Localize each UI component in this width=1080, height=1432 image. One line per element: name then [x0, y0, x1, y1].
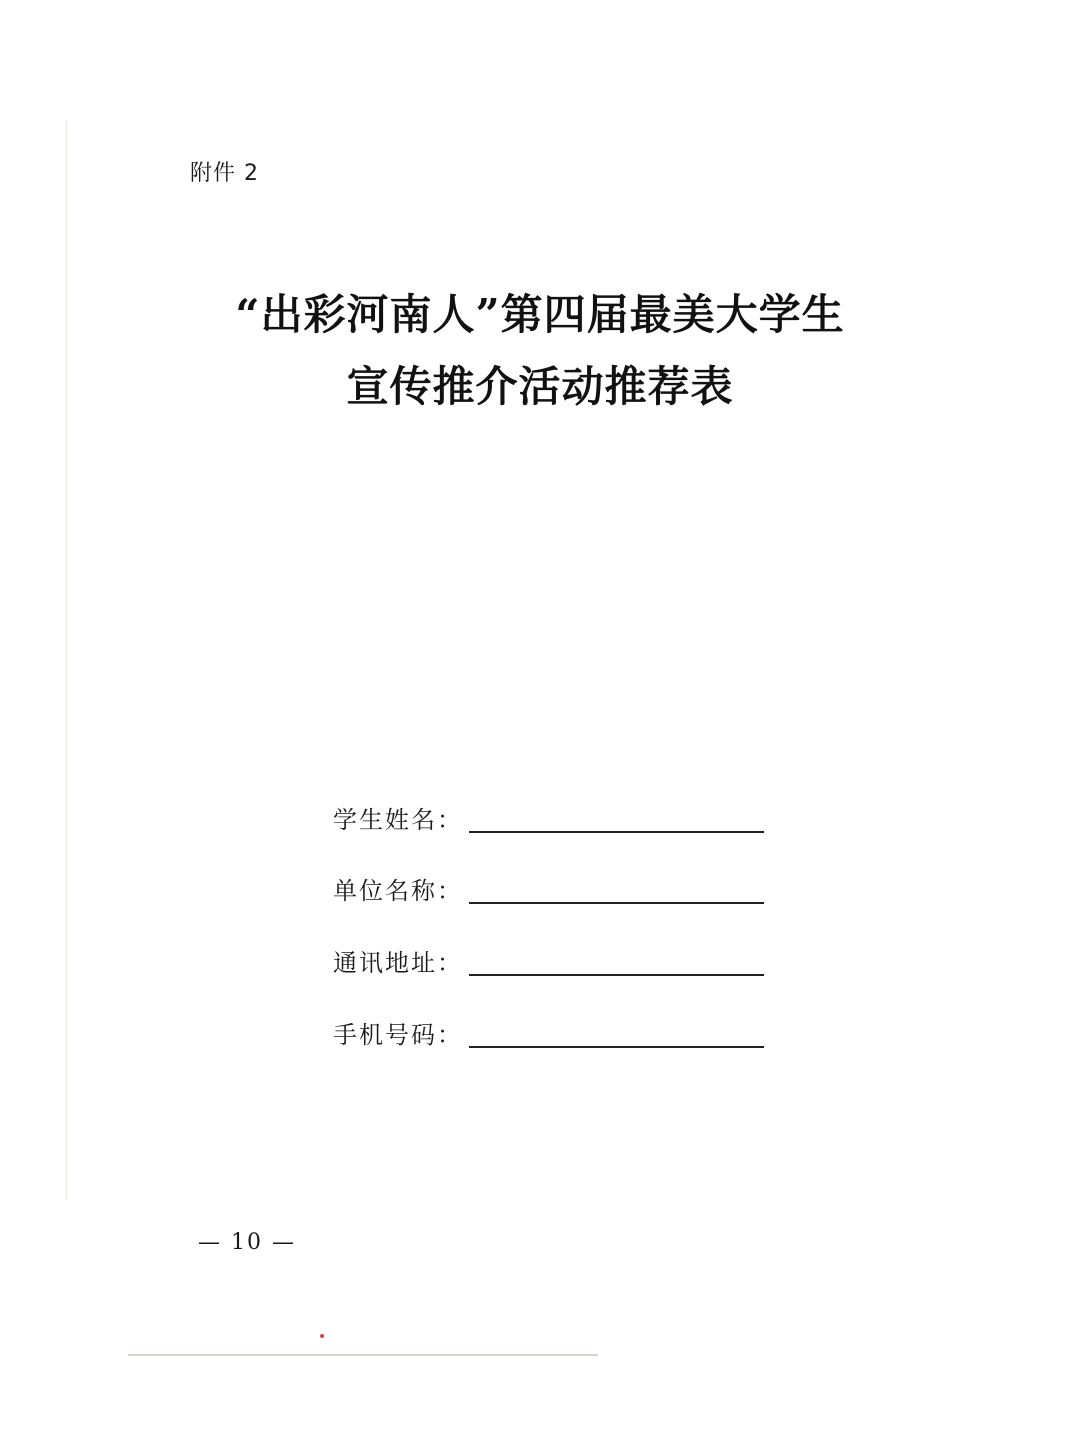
organization-name-blank[interactable] [469, 872, 764, 904]
organization-name-field [333, 866, 764, 906]
document-title-line2: 宣传推介活动推荐表 [346, 362, 734, 411]
mailing-address-field [333, 938, 764, 978]
student-name-label: 学生姓名： [333, 806, 463, 834]
mailing-address-label: 通讯地址： [333, 949, 463, 977]
phone-number-blank[interactable] [469, 1016, 764, 1048]
student-name-field [333, 795, 764, 835]
mailing-address-blank[interactable] [469, 944, 764, 976]
phone-number-field [333, 1010, 764, 1050]
scan-edge-bottom [128, 1354, 598, 1356]
page-number: — 10 — [198, 1230, 296, 1255]
attachment-label: 附件 2 [190, 161, 259, 186]
student-name-blank[interactable] [469, 801, 764, 833]
organization-name-label: 单位名称： [333, 877, 463, 905]
document-title-line1: “出彩河南人”第四届最美大学生 [235, 290, 845, 339]
scan-speck [320, 1334, 324, 1338]
phone-number-label: 手机号码： [333, 1021, 463, 1049]
